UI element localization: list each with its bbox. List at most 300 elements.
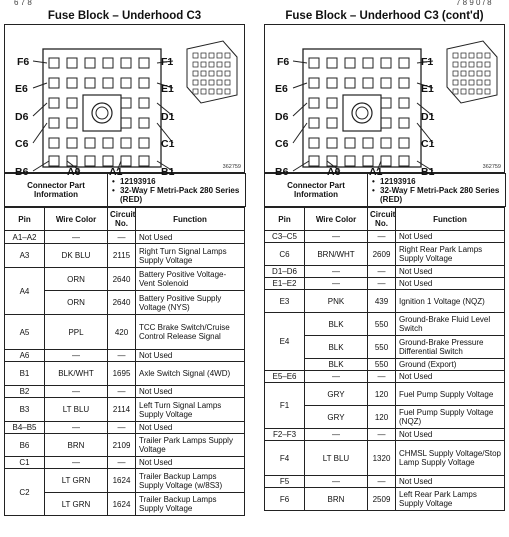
pin-cell: C1 [5, 457, 45, 469]
pin-label-e1: E1 [161, 83, 174, 95]
wire-color-cell: BLK [305, 313, 368, 336]
table-row [5, 362, 245, 386]
pin-cell: A5 [5, 315, 45, 350]
pin-cavity [103, 58, 113, 68]
thumbnail-cavity [469, 89, 474, 94]
pin-label-a1: A1 [109, 166, 123, 178]
thumbnail-cavity [453, 89, 458, 94]
wire-color-cell: BRN [305, 488, 368, 511]
wire-color-cell: — [45, 386, 108, 398]
header-wire-color: Wire Color [45, 208, 108, 231]
wire-color-cell: BRN [45, 434, 108, 457]
circuit-cell: — [108, 350, 136, 362]
wire-color-cell: BLK/WHT [45, 362, 108, 386]
pin-cavity [327, 118, 337, 128]
function-cell: Axle Switch Signal (4WD) [136, 362, 245, 386]
thumbnail-cavity [225, 71, 230, 76]
pin-cell: F1 [265, 383, 305, 429]
function-cell: Not Used [396, 231, 505, 243]
pin-cavity [121, 118, 131, 128]
pin-label-b1: B1 [421, 166, 435, 178]
pin-cell: A3 [5, 244, 45, 268]
pin-cavity [381, 118, 391, 128]
wire-color-cell: — [305, 476, 368, 488]
wire-color-cell: GRY [305, 383, 368, 406]
pin-cavity [309, 156, 319, 166]
wire-color-cell: ORN [45, 291, 108, 315]
pin-cell: D1–D6 [265, 266, 305, 278]
wire-color-cell: — [45, 422, 108, 434]
pin-cavity [363, 138, 373, 148]
thumbnail-cavity [461, 89, 466, 94]
pin-cavity [327, 98, 337, 108]
pin-cavity [327, 58, 337, 68]
pin-cavity [345, 58, 355, 68]
pin-cavity [67, 138, 77, 148]
right-connector-panel [264, 8, 505, 511]
pin-label-f1: F1 [421, 56, 434, 68]
table-row [265, 383, 505, 406]
function-cell: Fuel Pump Supply Voltage (NQZ) [396, 406, 505, 429]
function-cell: Trailer Park Lamps Supply Voltage [136, 434, 245, 457]
pin-cell: E3 [265, 290, 305, 313]
pin-cavity [49, 78, 59, 88]
circuit-cell: — [108, 386, 136, 398]
table-row [265, 429, 505, 441]
connector-info-values [108, 174, 246, 207]
pin-label-d6: D6 [275, 111, 289, 123]
pin-cavity [399, 118, 409, 128]
connector-info-values [368, 174, 506, 207]
pin-cavity [121, 138, 131, 148]
circuit-cell: — [368, 429, 396, 441]
pin-cavity [399, 78, 409, 88]
connector-info-table [264, 173, 506, 207]
circuit-cell: 2509 [368, 488, 396, 511]
wire-color-cell: — [45, 350, 108, 362]
thumbnail-cavity [201, 80, 206, 85]
pin-cavity [139, 138, 149, 148]
pin-cavity [67, 78, 77, 88]
center-bolt-inner [96, 107, 108, 119]
wire-color-cell: BRN/WHT [305, 243, 368, 266]
pin-cavity [309, 138, 319, 148]
pin-label-f6: F6 [277, 56, 290, 68]
pin-cavity [103, 138, 113, 148]
circuit-cell: 2115 [108, 244, 136, 268]
pin-cell: C3–C5 [265, 231, 305, 243]
wire-color-cell: — [305, 266, 368, 278]
pin-cavity [309, 78, 319, 88]
function-cell: Not Used [396, 371, 505, 383]
thumbnail-cavity [453, 53, 458, 58]
header-circuit: Circuit No. [108, 208, 136, 231]
circuit-cell: 2640 [108, 268, 136, 291]
thumbnail-cavity [225, 89, 230, 94]
wire-color-cell: BLK [305, 336, 368, 359]
pin-label-e1: E1 [421, 83, 434, 95]
circuit-cell: 2114 [108, 398, 136, 422]
figure-number: 362759 [222, 164, 241, 170]
table-row [265, 266, 505, 278]
pin-cavity [381, 138, 391, 148]
thumbnail-cavity [217, 71, 222, 76]
connector-info-table [4, 173, 246, 207]
thumbnail-cavity [477, 53, 482, 58]
pin-cavity [345, 138, 355, 148]
pin-label-e6: E6 [15, 83, 28, 95]
thumbnail-cavity [209, 80, 214, 85]
pin-cavity [49, 58, 59, 68]
table-row [5, 469, 245, 493]
table-row [5, 434, 245, 457]
pin-cavity [85, 138, 95, 148]
pin-cavity [309, 98, 319, 108]
pin-cavity [85, 58, 95, 68]
header-pin: Pin [5, 208, 45, 231]
pin-cavity [67, 98, 77, 108]
circuit-cell: 2109 [108, 434, 136, 457]
pin-cavity [381, 58, 391, 68]
table-row [265, 278, 505, 290]
thumbnail-cavity [193, 53, 198, 58]
circuit-cell: 550 [368, 313, 396, 336]
circuit-cell: 420 [108, 315, 136, 350]
pin-cell: C6 [265, 243, 305, 266]
connector-info-label: Connector Part Information [265, 174, 368, 207]
circuit-cell: 1695 [108, 362, 136, 386]
wire-color-cell: — [305, 371, 368, 383]
pin-cell: F4 [265, 441, 305, 476]
pin-label-f6: F6 [17, 56, 30, 68]
panel-title: Fuse Block – Underhood C3 [47, 10, 202, 22]
circuit-cell: 120 [368, 383, 396, 406]
wire-color-cell: LT GRN [45, 469, 108, 493]
thumbnail-cavity [469, 80, 474, 85]
pin-cavity [139, 118, 149, 128]
connector-diagram [264, 24, 505, 178]
circuit-cell: 1624 [108, 493, 136, 516]
pin-table [4, 207, 245, 516]
table-row [5, 244, 245, 268]
function-cell: CHMSL Supply Voltage/Stop Lamp Supply Voltage [396, 441, 505, 476]
pin-cavity [381, 78, 391, 88]
wire-color-cell: — [45, 457, 108, 469]
thumbnail-cavity [225, 62, 230, 67]
pin-label-d1: D1 [421, 111, 435, 123]
pin-label-c6: C6 [15, 138, 29, 150]
pin-cell: A1–A2 [5, 231, 45, 244]
thumbnail-cavity [201, 62, 206, 67]
pin-cell: B1 [5, 362, 45, 386]
function-cell: Not Used [396, 278, 505, 290]
table-row [5, 268, 245, 291]
pin-cavity [121, 98, 131, 108]
wire-color-cell: — [45, 231, 108, 244]
pin-cavity [309, 118, 319, 128]
function-cell: Not Used [396, 266, 505, 278]
thumbnail-cavity [209, 71, 214, 76]
thumbnail-cavity [209, 53, 214, 58]
pin-cavity [399, 58, 409, 68]
function-cell: Not Used [136, 422, 245, 434]
pin-label-e6: E6 [275, 83, 288, 95]
page-header-fragment-right: 7 8 9 0 / 8 [456, 0, 492, 6]
thumbnail-cavity [217, 80, 222, 85]
thumbnail-cavity [217, 89, 222, 94]
function-cell: Right Rear Park Lamps Supply Voltage [396, 243, 505, 266]
pin-cavity [363, 58, 373, 68]
function-cell: Fuel Pump Supply Voltage [396, 383, 505, 406]
function-cell: Right Turn Signal Lamps Supply Voltage [136, 244, 245, 268]
page-header-fragment-left: 6 7 8 [14, 0, 32, 6]
thumbnail-cavity [477, 89, 482, 94]
header-function: Function [136, 208, 245, 231]
thumbnail-cavity [461, 53, 466, 58]
circuit-cell: — [108, 422, 136, 434]
pin-cavity [327, 78, 337, 88]
pin-label-a1: A1 [369, 166, 383, 178]
circuit-cell: 550 [368, 336, 396, 359]
thumbnail-cavity [201, 53, 206, 58]
function-cell: Battery Positive Voltage-Vent Solenoid [136, 268, 245, 291]
pin-cavity [363, 78, 373, 88]
pin-label-c6: C6 [275, 138, 289, 150]
pin-label-b6: B6 [275, 166, 289, 178]
connector-info-label: Connector Part Information [5, 174, 108, 207]
thumbnail-cavity [453, 71, 458, 76]
connector-description: • 32-Way F Metri-Pack 280 Series (RED) [380, 186, 503, 204]
header-function: Function [396, 208, 505, 231]
pin-cavity [49, 98, 59, 108]
pin-label-c1: C1 [161, 138, 175, 150]
circuit-cell: 439 [368, 290, 396, 313]
pin-cell: F2–F3 [265, 429, 305, 441]
circuit-cell: 120 [368, 406, 396, 429]
thumbnail-cavity [225, 53, 230, 58]
center-bolt-inner [356, 107, 368, 119]
function-cell: TCC Brake Switch/Cruise Control Release Signal [136, 315, 245, 350]
function-cell: Trailer Backup Lamps Supply Voltage (w/8S3) [136, 469, 245, 493]
table-row [265, 441, 505, 476]
function-cell: Not Used [136, 231, 245, 244]
pin-cavity [103, 156, 113, 166]
connector-thumbnail [187, 41, 237, 103]
pin-cavity [345, 78, 355, 88]
thumbnail-cavity [453, 80, 458, 85]
header-wire-color: Wire Color [305, 208, 368, 231]
function-cell: Not Used [136, 386, 245, 398]
connector-diagram [4, 24, 245, 178]
header-pin: Pin [265, 208, 305, 231]
function-cell: Ground-Brake Fluid Level Switch [396, 313, 505, 336]
thumbnail-cavity [461, 80, 466, 85]
pin-cell: F5 [265, 476, 305, 488]
wire-color-cell: LT BLU [45, 398, 108, 422]
pin-cavity [49, 138, 59, 148]
pin-table [264, 207, 505, 511]
panel-title: Fuse Block – Underhood C3 (cont'd) [285, 10, 484, 22]
thumbnail-cavity [485, 80, 490, 85]
pin-cell: F6 [265, 488, 305, 511]
thumbnail-cavity [477, 71, 482, 76]
pin-cavity [49, 118, 59, 128]
pin-cell: B4–B5 [5, 422, 45, 434]
connector-description: • 32-Way F Metri-Pack 280 Series (RED) [120, 186, 243, 204]
thumbnail-cavity [193, 89, 198, 94]
thumbnail-cavity [453, 62, 458, 67]
thumbnail-cavity [477, 80, 482, 85]
circuit-cell: — [368, 371, 396, 383]
thumbnail-cavity [485, 71, 490, 76]
thumbnail-cavity [201, 71, 206, 76]
table-row [5, 398, 245, 422]
wire-color-cell: PPL [45, 315, 108, 350]
thumbnail-cavity [485, 53, 490, 58]
connector-face-drawing [265, 25, 504, 172]
pin-cavity [103, 78, 113, 88]
thumbnail-cavity [469, 71, 474, 76]
function-cell: Ground (Export) [396, 359, 505, 371]
pin-cavity [121, 58, 131, 68]
pin-cavity [399, 138, 409, 148]
pin-label-c1: C1 [421, 138, 435, 150]
table-row [5, 386, 245, 398]
function-cell: Not Used [396, 429, 505, 441]
circuit-cell: — [368, 266, 396, 278]
thumbnail-cavity [461, 62, 466, 67]
pin-cavity [139, 156, 149, 166]
pin-cell: B2 [5, 386, 45, 398]
thumbnail-cavity [217, 62, 222, 67]
thumbnail-cavity [201, 89, 206, 94]
function-cell: Not Used [136, 457, 245, 469]
pin-label-a6: A6 [67, 166, 81, 178]
function-cell: Trailer Backup Lamps Supply Voltage [136, 493, 245, 516]
pin-cell: E5–E6 [265, 371, 305, 383]
pin-cavity [139, 98, 149, 108]
wire-color-cell: DK BLU [45, 244, 108, 268]
table-row [265, 243, 505, 266]
pin-label-b1: B1 [161, 166, 175, 178]
circuit-cell: — [368, 476, 396, 488]
wire-color-cell: LT BLU [305, 441, 368, 476]
pin-cell: C2 [5, 469, 45, 516]
pin-label-d1: D1 [161, 111, 175, 123]
pin-cavity [399, 156, 409, 166]
function-cell: Left Rear Park Lamps Supply Voltage [396, 488, 505, 511]
function-cell: Left Turn Signal Lamps Supply Voltage [136, 398, 245, 422]
pin-cavity [67, 118, 77, 128]
left-connector-panel [4, 8, 245, 516]
table-row [265, 231, 505, 243]
pin-cavity [309, 58, 319, 68]
table-row [5, 457, 245, 469]
thumbnail-cavity [485, 89, 490, 94]
pin-cavity [345, 156, 355, 166]
connector-part-number: • 12193916 [120, 177, 243, 186]
header-circuit: Circuit No. [368, 208, 396, 231]
pin-cavity [139, 58, 149, 68]
table-row [5, 350, 245, 362]
function-cell: Ignition 1 Voltage (NQZ) [396, 290, 505, 313]
function-cell: Not Used [136, 350, 245, 362]
table-row [265, 313, 505, 336]
pin-cell: B6 [5, 434, 45, 457]
circuit-cell: — [368, 231, 396, 243]
wire-color-cell: BLK [305, 359, 368, 371]
pin-cell: E1–E2 [265, 278, 305, 290]
pin-cell: B3 [5, 398, 45, 422]
pin-cavity [363, 156, 373, 166]
connector-face-drawing [5, 25, 244, 172]
circuit-cell: — [368, 278, 396, 290]
wire-color-cell: ORN [45, 268, 108, 291]
pin-cavity [121, 78, 131, 88]
pin-cell: A6 [5, 350, 45, 362]
thumbnail-cavity [485, 62, 490, 67]
pin-label-b6: B6 [15, 166, 29, 178]
pin-cavity [139, 78, 149, 88]
circuit-cell: 550 [368, 359, 396, 371]
pin-cavity [381, 98, 391, 108]
thumbnail-cavity [193, 71, 198, 76]
circuit-cell: — [108, 457, 136, 469]
thumbnail-cavity [209, 89, 214, 94]
circuit-cell: 2609 [368, 243, 396, 266]
wire-color-cell: LT GRN [45, 493, 108, 516]
function-cell: Not Used [396, 476, 505, 488]
wire-color-cell: PNK [305, 290, 368, 313]
thumbnail-cavity [193, 62, 198, 67]
circuit-cell: — [108, 231, 136, 244]
pin-cavity [381, 156, 391, 166]
thumbnail-cavity [469, 62, 474, 67]
pin-label-d6: D6 [15, 111, 29, 123]
table-row [265, 488, 505, 511]
function-cell: Battery Positive Supply Voltage (NYS) [136, 291, 245, 315]
pin-label-a6: A6 [327, 166, 341, 178]
table-row [5, 422, 245, 434]
wire-color-cell: — [305, 231, 368, 243]
thumbnail-cavity [209, 62, 214, 67]
pin-cavity [121, 156, 131, 166]
circuit-cell: 1624 [108, 469, 136, 493]
pin-cavity [49, 156, 59, 166]
pin-cavity [67, 58, 77, 68]
circuit-cell: 1320 [368, 441, 396, 476]
pin-cavity [85, 78, 95, 88]
connector-thumbnail [447, 41, 497, 103]
wire-color-cell: GRY [305, 406, 368, 429]
pin-cavity [399, 98, 409, 108]
pin-cavity [85, 156, 95, 166]
pin-cell: E4 [265, 313, 305, 371]
pin-label-f1: F1 [161, 56, 174, 68]
wire-color-cell: — [305, 429, 368, 441]
pin-cell: A4 [5, 268, 45, 315]
function-cell: Ground-Brake Pressure Differential Switch [396, 336, 505, 359]
table-row [265, 371, 505, 383]
table-row [5, 231, 245, 244]
thumbnail-cavity [477, 62, 482, 67]
thumbnail-cavity [469, 53, 474, 58]
figure-number: 362759 [482, 164, 501, 170]
thumbnail-cavity [461, 71, 466, 76]
circuit-cell: 2640 [108, 291, 136, 315]
thumbnail-cavity [193, 80, 198, 85]
wire-color-cell: — [305, 278, 368, 290]
